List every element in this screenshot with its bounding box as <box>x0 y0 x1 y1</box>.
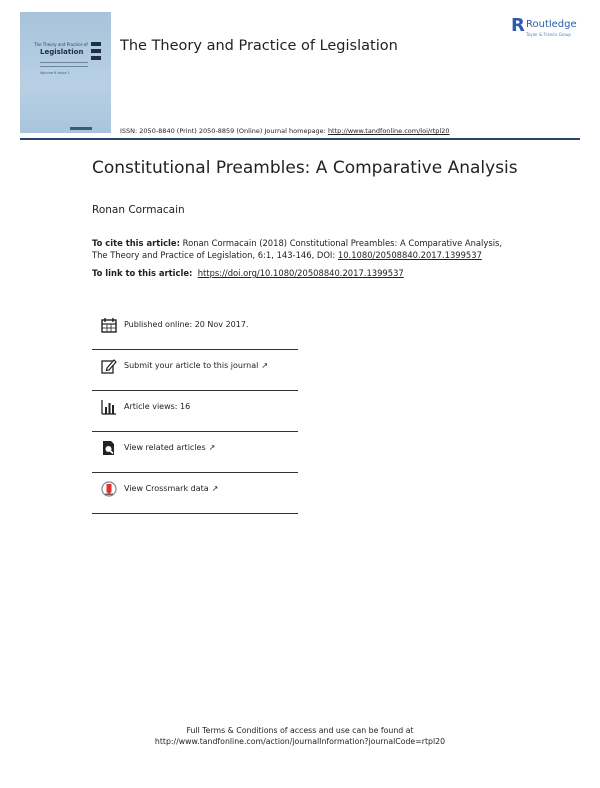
cover-title-text: Legislation <box>40 48 84 56</box>
citation-text: Ronan Cormacain (2018) Constitutional Preambles: A Comparative Analysis, <box>179 238 503 248</box>
terms-url-link[interactable]: http://www.tandfonline.com/action/journalInformation?journalCode=rtpl20 <box>154 737 446 746</box>
external-link-icon: ↗ <box>211 484 219 493</box>
terms-text: Full Terms & Conditions of access and use can be found at <box>186 726 414 735</box>
journal-homepage-link[interactable]: http://www.tandfonline.com/loi/rtpl20 <box>327 127 450 135</box>
routledge-r-icon: R <box>511 15 525 36</box>
journal-cover-thumbnail[interactable] <box>20 12 111 133</box>
related-articles-text: View related articles <box>124 443 206 452</box>
crossmark-text: View Crossmark data <box>124 484 209 493</box>
cover-rule <box>40 66 88 67</box>
submit-pencil-icon <box>100 357 118 375</box>
publisher-group: Taylor & Francis Group <box>526 32 571 37</box>
terms-footer <box>0 725 600 747</box>
external-link-icon: ↗ <box>261 361 269 370</box>
article-links-list <box>92 309 298 514</box>
external-link-icon: ↗ <box>208 443 216 452</box>
cover-rule <box>40 62 88 63</box>
cover-decoration <box>91 42 101 46</box>
article-doi-link[interactable]: https://doi.org/10.1080/20508840.2017.1399537 <box>197 268 404 278</box>
calendar-icon <box>100 316 118 334</box>
related-search-icon <box>100 439 118 457</box>
link-label: To link to this article: <box>92 268 193 278</box>
publisher-name: Routledge <box>526 19 577 30</box>
cover-decoration <box>91 56 101 60</box>
cover-issue-text: Volume 6 Issue 1 <box>40 71 70 75</box>
submit-article-link[interactable] <box>124 361 268 370</box>
bar-chart-icon <box>100 398 118 416</box>
article-views-row <box>92 391 298 432</box>
citation-text-line2: The Theory and Practice of Legislation, 6:1, 143-146, DOI: <box>92 250 338 260</box>
submit-article-row[interactable] <box>92 350 298 391</box>
published-online-text: Published online: 20 Nov 2017. <box>124 320 249 329</box>
crossmark-link[interactable] <box>124 484 218 493</box>
article-author: Ronan Cormacain <box>92 204 185 216</box>
article-link-block <box>92 268 404 278</box>
related-articles-row[interactable] <box>92 432 298 473</box>
issn-line <box>120 127 450 135</box>
citation-label: To cite this article: <box>92 238 180 248</box>
cover-decoration <box>91 49 101 53</box>
crossmark-icon <box>100 480 118 498</box>
citation-block <box>92 237 502 261</box>
cover-series-text: The Theory and Practice of <box>34 42 88 47</box>
cover-publisher-bar <box>70 127 92 130</box>
issn-text: ISSN: 2050-8840 (Print) 2050-8859 (Online) Journal homepage: <box>120 127 328 135</box>
article-title: Constitutional Preambles: A Comparative Analysis <box>92 158 518 178</box>
related-articles-link[interactable] <box>124 443 215 452</box>
published-online-row <box>92 309 298 350</box>
article-views-text: Article views: 16 <box>124 402 191 411</box>
submit-article-text: Submit your article to this journal <box>124 361 259 370</box>
journal-title: The Theory and Practice of Legislation <box>120 38 398 54</box>
citation-doi-link[interactable]: 10.1080/20508840.2017.1399537 <box>337 250 482 260</box>
crossmark-row[interactable] <box>92 473 298 514</box>
header-divider <box>20 138 580 140</box>
